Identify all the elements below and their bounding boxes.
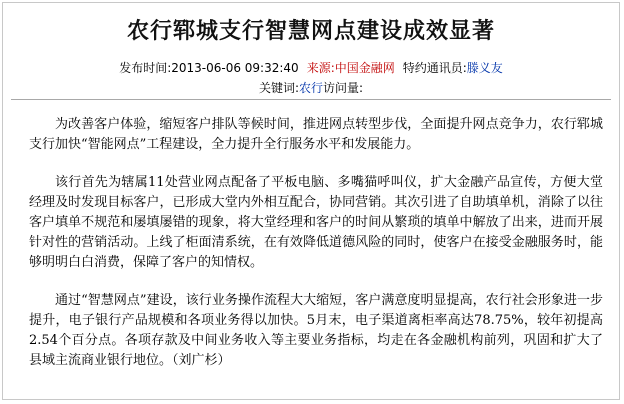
header-divider xyxy=(11,99,611,100)
source-label: 来源: xyxy=(306,61,335,75)
correspondent-label: 特约通讯员: xyxy=(402,61,467,75)
keyword-link[interactable]: 农行 xyxy=(298,81,323,95)
publish-time: 2013-06-06 09:32:40 xyxy=(171,61,299,75)
correspondent-link[interactable]: 滕义友 xyxy=(466,61,503,75)
visits-label: 访问量: xyxy=(323,81,364,95)
paragraph: 为改善客户体验，缩短客户排队等候时间，推进网点转型步伐，全面提升网点竞争力，农行郓城支行加快“智能网点”工程建设，全力提升全行服务水平和发展能力。 xyxy=(29,117,603,152)
keywords-row xyxy=(3,80,619,96)
publish-time-label: 发布时间: xyxy=(119,61,172,75)
article-title: 农行郓城支行智慧网点建设成效显著 xyxy=(126,18,495,44)
paragraph: 该行首先为辖属11处营业网点配备了平板电脑、多嘴猫呼叫仪，扩大金融产品宣传，方便大堂经理及时发现目标客户，已形成大堂内外相互配合，协同营销。其次引进了自助填单机，消除了以往客户填单不规范和屡填屡错的现象，将大堂经理和客户的时间从繁琐的填单中解放了出来，进而开展针对性的营销活动。上线了柜面清系统，在有效降低道德风险的同时，使客户在接受金融服务时，能够明明白白消费，保障了客户的知情权。 xyxy=(29,175,603,270)
paragraph: 通过“智慧网点”建设，该行业务操作流程大大缩短，客户满意度明显提高，农行社会形象进一步提升，电子银行产品规模和各项业务得以加快。5月末，电子渠道离柜率高达78.75%，较年初提高2.54个百分点。各项存款及中间业务收入等主要业务指标，均走在各金融机构前列，巩固和扩大了县域主流商业银行地位。（刘广杉） xyxy=(29,293,603,368)
article-frame xyxy=(2,2,620,400)
article-meta xyxy=(3,60,619,76)
keywords-label: 关键词: xyxy=(258,81,299,95)
source-link[interactable]: 中国金融网 xyxy=(334,61,395,75)
article-body xyxy=(29,115,603,389)
